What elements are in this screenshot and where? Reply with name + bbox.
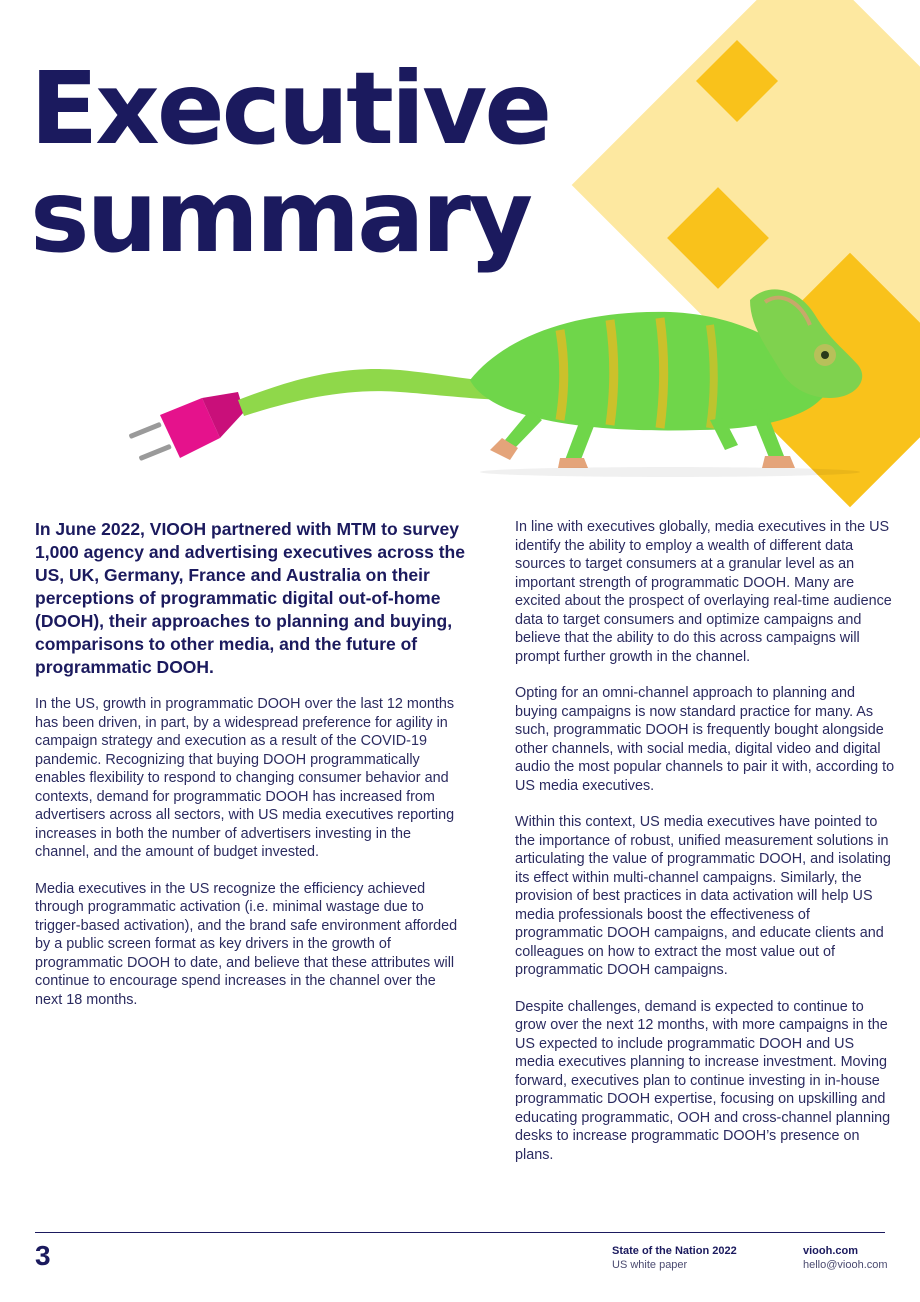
page-title-line-1: Executive: [30, 50, 550, 167]
page-number: 3: [35, 1240, 51, 1271]
body-paragraph: In the US, growth in programmatic DOOH over the last 12 months has been driven, in part, by a widespread preference for agility in campaign strategy and execution as a result of the COVID-19 pandemic. Recognizing that buying DOOH programmatically enables flexibility to respond to changing consumer behavior and contexts, demand for programmatic DOOH has increased from advertisers across all sectors, with US media executives reporting increases in both the number of advertisers investing in the channel, and the amount of budget invested.: [35, 696, 455, 860]
right-column: [515, 518, 895, 1182]
intro-paragraph: In June 2022, VIOOH partnered with MTM to survey 1,000 agency and advertising executives across the US, UK, Germany, France and Australia on their perceptions of programmatic digital out-of-home (DOOH), their approaches to planning and buying, comparisons to other media, and the future of programmatic DOOH.: [35, 519, 465, 677]
footer-email-link[interactable]: hello@viooh.com: [803, 1259, 888, 1271]
footer-contact: [803, 1244, 888, 1272]
page-title: [30, 50, 550, 275]
chameleon-with-plug-tail-icon: [110, 270, 900, 480]
page-title-line-2: summary: [30, 158, 531, 275]
footer-website-link[interactable]: viooh.com: [803, 1245, 859, 1257]
body-paragraph: In line with executives globally, media executives in the US identify the ability to employ a wealth of different data sources to target consumers at a granular level as an important strength of programmatic DOOH. Many are excited about the prospect of overlaying real-time audience data to target consumers and optimize campaigns and believe that the ability to do this across campaigns will prompt further growth in the channel.: [515, 519, 892, 665]
body-paragraph: Media executives in the US recognize the efficiency achieved through programmatic activation (i.e. minimal wastage due to trigger-based activation), and the brand safe environment afforded by a public screen format as key drivers in the growth of programmatic DOOH to date, and believe that these attributes will continue to encourage spend increases in the channel over the next 18 months.: [35, 880, 458, 1008]
footer-divider: [35, 1232, 885, 1233]
body-paragraph: Opting for an omni-channel approach to planning and buying campaigns is now standard practice for many. As such, programmatic DOOH is frequently bought alongside other channels, with social media, digital video and digital audio the most popular channels to pair it with, according to US media executives.: [515, 685, 895, 794]
footer-report-title: State of the Nation 2022: [612, 1245, 737, 1257]
left-column: [35, 518, 465, 1027]
body-paragraph: Despite challenges, demand is expected to continue to grow over the next 12 months, with more campaigns in the US expected to include programmatic DOOH and US media executives planning to increase investment. Moving forward, executives plan to continue investing in in-house programmatic DOOH expertise, focusing on upskilling and educating programmatic, OOH and cross-channel planning desks to increase programmatic DOOH’s presence on plans.: [515, 998, 891, 1163]
footer-report-info: [612, 1244, 737, 1272]
body-paragraph: Within this context, US media executives have pointed to the importance of robust, unified measurement solutions in articulating the value of programmatic DOOH, and isolating its effect within multi-channel campaigns. Similarly, the provision of best practices in data activation will help US media professionals boost the effectiveness of programmatic DOOH campaigns, and educate clients and colleagues on how to extract the most value out of programmatic DOOH campaigns.: [515, 814, 891, 978]
footer-report-subtitle: US white paper: [612, 1259, 688, 1271]
